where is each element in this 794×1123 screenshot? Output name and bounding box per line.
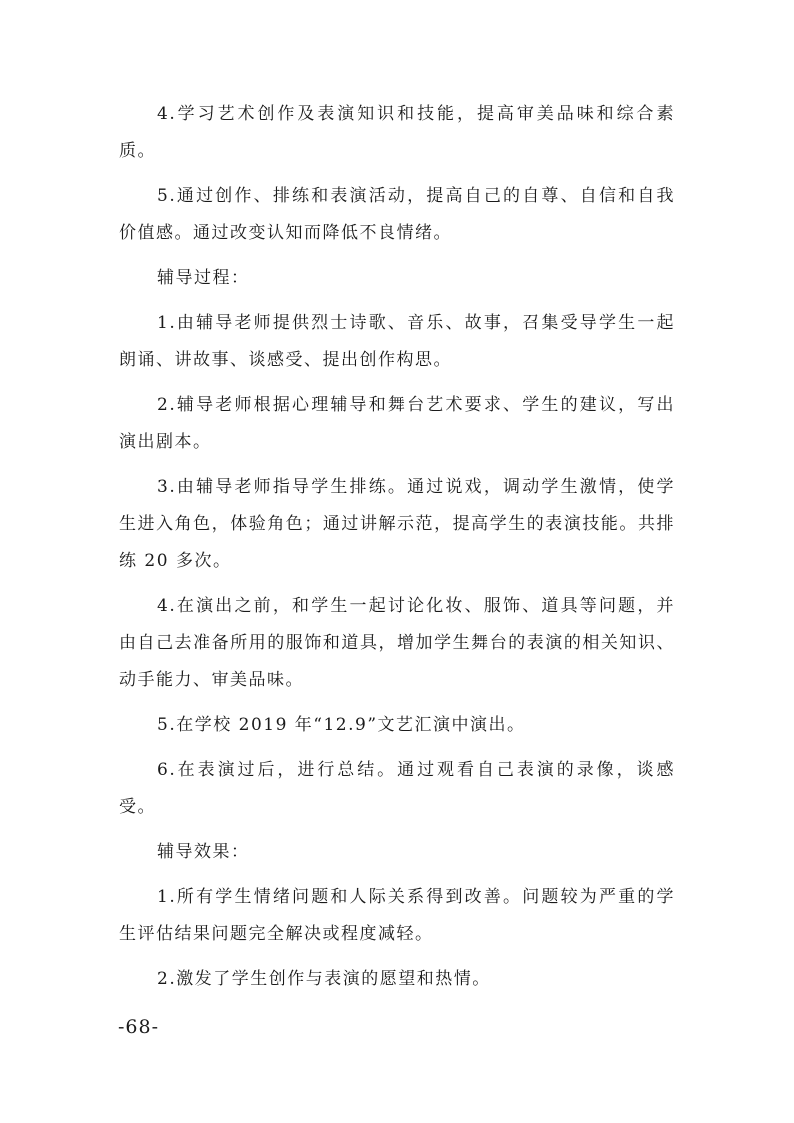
paragraph-goal-4: 4.学习艺术创作及表演知识和技能，提高审美品味和综合素质。 [119,104,675,161]
paragraph-process-1: 1.由辅导老师提供烈士诗歌、音乐、故事，召集受导学生一起朗诵、讲故事、谈感受、提出创作构思。 [119,313,675,370]
section-heading-process: 辅导过程： [157,268,250,288]
paragraph-process-3: 3.由辅导老师指导学生排练。通过说戏，调动学生激情，使学生进入角色，体验角色；通过讲解示范，提高学生的表演技能。共排练 20 多次。 [119,477,675,571]
paragraph-process-5: 5.在学校 2019 年“12.9”文艺汇演中演出。 [157,715,526,735]
paragraph-effect-2: 2.激发了学生创作与表演的愿望和热情。 [157,969,491,989]
page-number: -68- [118,1016,160,1038]
section-heading-effect: 辅导效果： [157,842,250,862]
paragraph-process-4: 4.在演出之前，和学生一起讨论化妆、服饰、道具等问题，并由自己去准备所用的服饰和道具，增加学生舞台的表演的相关知识、动手能力、审美品味。 [119,596,675,690]
paragraph-process-2: 2.辅导老师根据心理辅导和舞台艺术要求、学生的建议，写出演出剧本。 [119,395,675,452]
paragraph-process-6: 6.在表演过后，进行总结。通过观看自己表演的录像，谈感受。 [119,760,675,817]
body-text [119,96,675,1006]
paragraph-goal-5: 5.通过创作、排练和表演活动，提高自己的自尊、自信和自我价值感。通过改变认知而降低不良情绪。 [119,186,675,243]
paragraph-effect-1: 1.所有学生情绪问题和人际关系得到改善。问题较为严重的学生评估结果问题完全解决或程度减轻。 [119,887,675,944]
